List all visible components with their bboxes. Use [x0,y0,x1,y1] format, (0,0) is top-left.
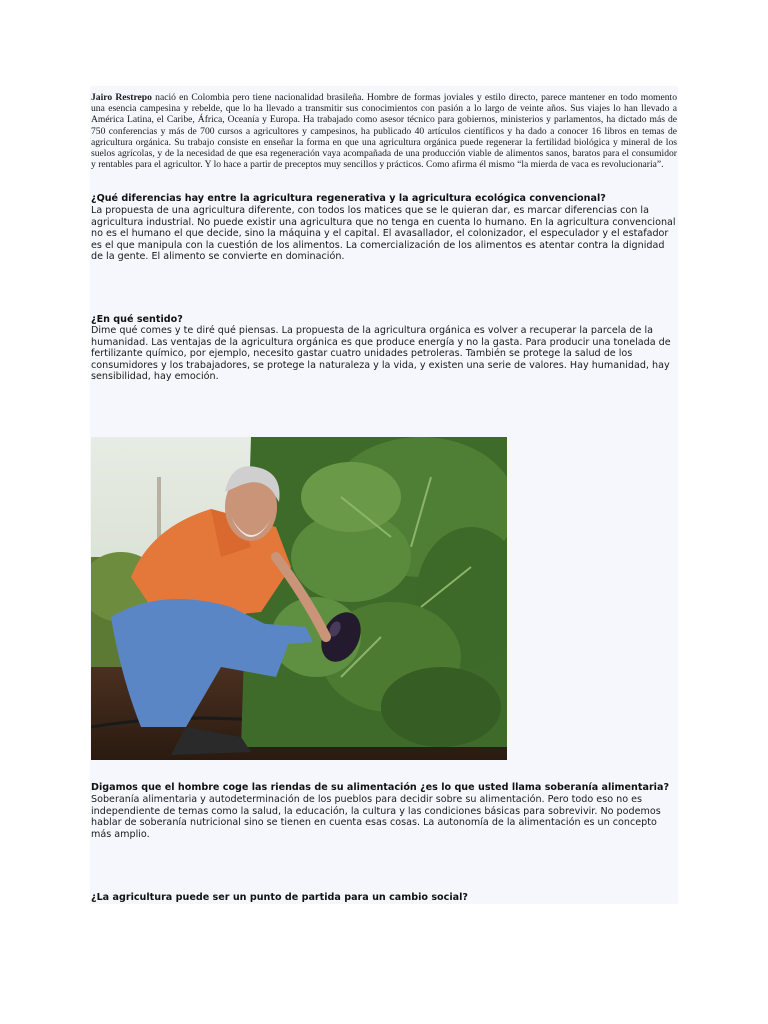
farmer-eggplant-photo [91,437,507,760]
question-3: Digamos que el hombre coge las riendas de su alimentación ¿es lo que usted llama soberanía alimentaria? [91,782,670,793]
intro-paragraph [91,92,677,170]
author-name: Jairo Restrepo [91,92,152,103]
question-1: ¿Qué diferencias hay entre la agricultura regenerativa y la agricultura ecológica convencional? [91,193,606,204]
intro-text: nació en Colombia pero tiene nacionalidad brasileña. Hombre de formas joviales y estilo directo, parece mantener en todo momento una esencia campesina y rebelde, que lo ha llevado a transmitir sus conocimientos con pasión a lo largo de veinte años. Sus viajes lo han llevado a América Latina, el Caribe, África, Oceanía y Europa. Ha trabajado como asesor técnico para gobiernos, ministerios y parlamentos, ha dictado más de 750 conferencias y más de 700 cursos a agricultores y campesinos, ha publicado 40 artículos científicos y ha dado a conocer 16 libros en temas de agricultura orgánica. Su trabajo consiste en enseñar la forma en que una agricultura orgánica puede regenerar la fertilidad biológica y mineral de los suelos agrícolas, y de la necesidad de que esa regeneración vaya acompañada de una producción viable de alimentos sanos, baratos para el consumidor y rentables para el agricultor. Y lo hace a partir de preceptos muy sencillos y prácticos. Como afirma él mismo “la mierda de vaca es revolucionaria”. [91,92,677,171]
answer-2: Dime qué comes y te diré qué piensas. La propuesta de la agricultura orgánica es volver a recuperar la parcela de la humanidad. Las ventajas de la agricultura orgánica es que produce energía y no la gasta. Para producir una tonelada de fertilizante químico, por ejemplo, necesito gastar cuatro unidades petroleras. También se protege la salud de los consumidores y los trabajadores, se protege la naturaleza y la vida, y existen una serie de valores. Hay humanidad, hay sensibilidad, hay emoción. [91,325,671,383]
answer-1: La propuesta de una agricultura diferente, con todos los matices que se le quieran dar, es marcar diferencias con la agricultura industrial. No puede existir una agricultura que no tenga en cuenta lo humano. En la agricultura convencional no es el humano el que decide, sino la máquina y el capital. El avasallador, el colonizador, el especulador y el estafador es el que manipula con la cuestión de los alimentos. La comercialización de los alimentos es atentar contra la dignidad de la gente. El alimento se convierte en dominación. [91,205,676,263]
answer-3: Soberanía alimentaria y autodeterminación de los pueblos para decidir sobre su alimentación. Pero todo eso no es independiente de temas como la salud, la educación, la cultura y las condiciones básicas para sobrevivir. No podemos hablar de soberanía nutricional sino se tienen en cuenta esas cosas. La autonomía de la alimentación es un concepto más amplio. [91,794,661,840]
question-2: ¿En qué sentido? [91,314,183,325]
question-4: ¿La agricultura puede ser un punto de partida para un cambio social? [91,892,468,903]
